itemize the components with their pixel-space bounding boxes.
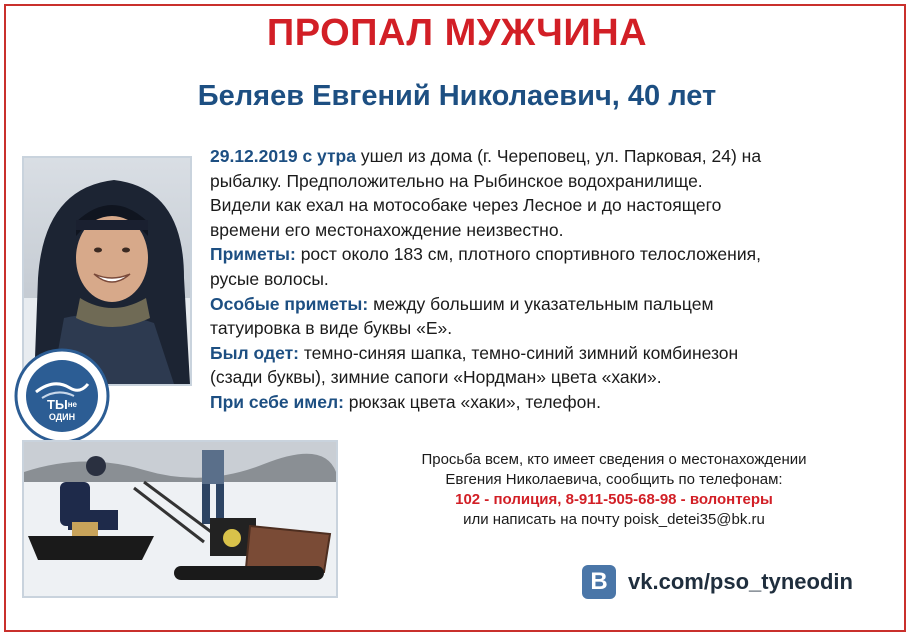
- features-label: Приметы:: [210, 244, 296, 265]
- snowmobile-image-icon: [24, 442, 336, 596]
- clothes-label: Был одет:: [210, 342, 299, 363]
- clothes-line-1: Был одет: темно-синяя шапка, темно-синий зимний комбинезон: [210, 342, 739, 363]
- special-line-1: Особые приметы: между большим и указательным пальцем: [210, 293, 714, 314]
- special-line-2: татуировка в виде буквы «Е».: [210, 318, 453, 339]
- intro-line-3: Видели как ехал на мотособаке через Лесное и до настоящего: [210, 195, 722, 216]
- phone-numbers: 102 - полиция, 8-911-505-68-98 - волонтеры: [455, 491, 773, 508]
- poster-headline: ПРОПАЛ МУЖЧИНА: [266, 12, 648, 54]
- vk-link[interactable]: vk.com/pso_tyneodin: [628, 569, 853, 594]
- features-line-2: русые волосы.: [210, 268, 329, 289]
- vk-link-block[interactable]: [582, 564, 853, 600]
- special-label: Особые приметы:: [210, 293, 369, 314]
- logo-text-main: ТЫ: [47, 397, 68, 412]
- logo-text-sub: ОДИН: [48, 412, 76, 422]
- request-line-4: или написать на почту poisk_detei35@bk.ru: [463, 511, 765, 528]
- logo-text-small: не: [67, 400, 77, 409]
- items-label: При себе имел:: [210, 391, 344, 412]
- request-line-2: Евгения Николаевича, сообщить по телефонам:: [445, 471, 783, 488]
- snowmobile-photo: [22, 440, 338, 598]
- intro-line-1: 29.12.2019 с утра ушел из дома (г. Череповец, ул. Парковая, 24) на: [210, 146, 762, 166]
- items-line-1: При себе имел: рюкзак цвета «хаки», телефон.: [210, 391, 601, 412]
- features-line-1: Приметы: рост около 183 см, плотного спортивного телосложения,: [210, 244, 761, 265]
- missing-person-name: Беляев Евгений Николаевич, 40 лет: [197, 80, 717, 112]
- description-block: [210, 144, 900, 415]
- request-line-1: Просьба всем, кто имеет сведения о местонахождении: [421, 451, 807, 468]
- contact-request: [354, 450, 874, 530]
- search-team-logo: [14, 348, 110, 444]
- clothes-line-2: (сзади буквы), зимние сапоги «Нордман» цвета «хаки».: [210, 367, 662, 388]
- intro-line-2: рыбалку. Предположительно на Рыбинское водохранилище.: [210, 170, 703, 191]
- intro-line-4: времени его местонахождение неизвестно.: [210, 219, 564, 240]
- date-highlight: 29.12.2019 с утра: [210, 146, 356, 166]
- vk-icon: B: [582, 565, 616, 599]
